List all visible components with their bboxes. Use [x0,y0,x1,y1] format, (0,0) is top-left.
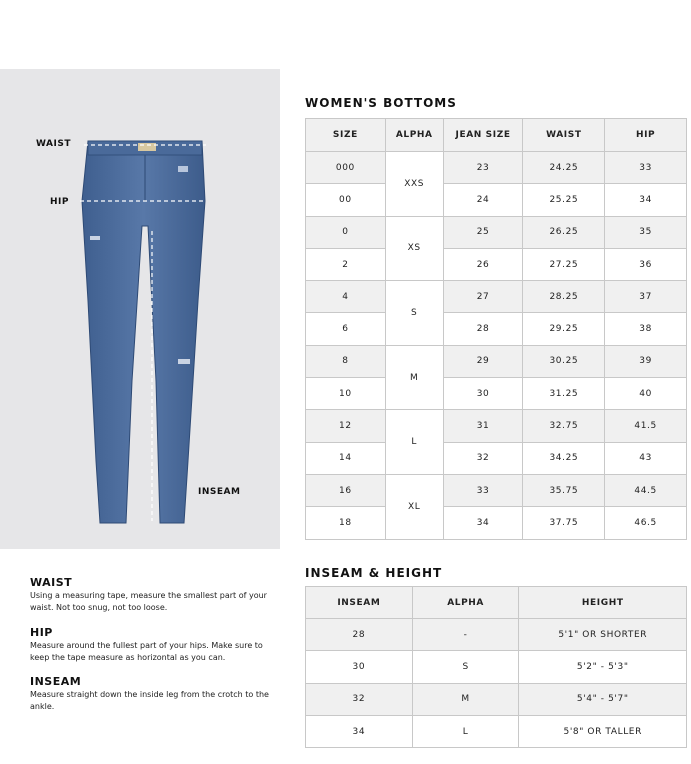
table-row [306,313,687,345]
size-cell: 6 [306,313,386,345]
waist-cell: 31.25 [523,378,605,410]
table-row [306,474,687,506]
guide-hip-text: Measure around the fullest part of your hips. Make sure to keep the tape measure as horizontal as you can. [30,641,263,662]
guide-inseam-title: INSEAM [30,675,82,688]
waist-cell: 32.75 [523,410,605,442]
hip-cell: 40 [605,378,687,410]
bottoms-title: WOMEN'S BOTTOMS [305,96,457,110]
bottoms-header-cell: SIZE [306,119,386,152]
waist-cell: 35.75 [523,474,605,506]
guide-inseam-text: Measure straight down the inside leg from the crotch to the ankle. [30,690,269,711]
table-row [306,216,687,248]
size-cell: 18 [306,507,386,539]
jean-size-cell: 25 [443,216,523,248]
hip-label: HIP [50,197,69,207]
waist-cell: 30.25 [523,345,605,377]
hip-cell: 39 [605,345,687,377]
table-row [306,152,687,184]
inseam-title: INSEAM & HEIGHT [305,566,443,580]
waist-cell: 29.25 [523,313,605,345]
hip-cell: 37 [605,281,687,313]
inseam-cell: 28 [306,619,413,651]
table-row [306,683,687,715]
table-row [306,248,687,280]
alpha-cell: XL [385,474,443,539]
size-cell: 4 [306,281,386,313]
jeans-illustration [60,131,230,531]
jean-size-cell: 23 [443,152,523,184]
height-cell: 5'4" - 5'7" [519,683,687,715]
size-cell: 2 [306,248,386,280]
size-cell: 000 [306,152,386,184]
hip-cell: 43 [605,442,687,474]
jean-size-cell: 24 [443,184,523,216]
waist-cell: 28.25 [523,281,605,313]
inseam-cell: 34 [306,715,413,747]
bottoms-header-cell: ALPHA [385,119,443,152]
jean-size-cell: 26 [443,248,523,280]
height-cell: 5'8" OR TALLER [519,715,687,747]
alpha-cell: XS [385,216,443,281]
jean-size-cell: 27 [443,281,523,313]
waist-cell: 25.25 [523,184,605,216]
table-row [306,410,687,442]
table-row [306,345,687,377]
size-cell: 8 [306,345,386,377]
guide-waist-text: Using a measuring tape, measure the smallest part of your waist. Not too snug, not too loose. [30,591,267,612]
alpha-cell: XXS [385,152,443,217]
hip-cell: 34 [605,184,687,216]
table-row [306,378,687,410]
bottoms-header-cell: HIP [605,119,687,152]
inseam-header-cell: HEIGHT [519,587,687,619]
table-row [306,281,687,313]
alpha-cell: S [412,651,519,683]
height-cell: 5'1" OR SHORTER [519,619,687,651]
inseam-label: INSEAM [198,487,241,497]
size-cell: 14 [306,442,386,474]
waist-label: WAIST [36,139,71,149]
hip-cell: 33 [605,152,687,184]
jean-size-cell: 31 [443,410,523,442]
alpha-cell: L [412,715,519,747]
inseam-header-cell: ALPHA [412,587,519,619]
table-row [306,184,687,216]
table-row [306,651,687,683]
waist-cell: 26.25 [523,216,605,248]
bottoms-header-cell: WAIST [523,119,605,152]
guide-waist [30,576,280,614]
hip-cell: 41.5 [605,410,687,442]
bottoms-table [305,118,687,540]
bottoms-header-cell: JEAN SIZE [443,119,523,152]
product-image-panel [0,69,280,549]
jean-size-cell: 29 [443,345,523,377]
guide-inseam [30,675,280,713]
size-cell: 00 [306,184,386,216]
alpha-cell: - [412,619,519,651]
inseam-cell: 30 [306,651,413,683]
waist-cell: 24.25 [523,152,605,184]
inseam-cell: 32 [306,683,413,715]
hip-cell: 44.5 [605,474,687,506]
alpha-cell: S [385,281,443,346]
waist-cell: 27.25 [523,248,605,280]
jean-size-cell: 28 [443,313,523,345]
guide-hip [30,626,280,664]
jean-size-cell: 34 [443,507,523,539]
size-cell: 12 [306,410,386,442]
inseam-header-cell: INSEAM [306,587,413,619]
guide-hip-title: HIP [30,626,53,639]
waist-cell: 34.25 [523,442,605,474]
inseam-table [305,586,687,748]
jean-size-cell: 32 [443,442,523,474]
alpha-cell: L [385,410,443,475]
size-cell: 0 [306,216,386,248]
table-row [306,619,687,651]
alpha-cell: M [385,345,443,410]
jean-size-cell: 30 [443,378,523,410]
hip-cell: 46.5 [605,507,687,539]
alpha-cell: M [412,683,519,715]
table-row [306,507,687,539]
hip-cell: 35 [605,216,687,248]
hip-cell: 38 [605,313,687,345]
waist-cell: 37.75 [523,507,605,539]
size-cell: 16 [306,474,386,506]
jean-size-cell: 33 [443,474,523,506]
hip-cell: 36 [605,248,687,280]
height-cell: 5'2" - 5'3" [519,651,687,683]
table-row [306,442,687,474]
table-row [306,715,687,747]
guide-waist-title: WAIST [30,576,73,589]
size-cell: 10 [306,378,386,410]
